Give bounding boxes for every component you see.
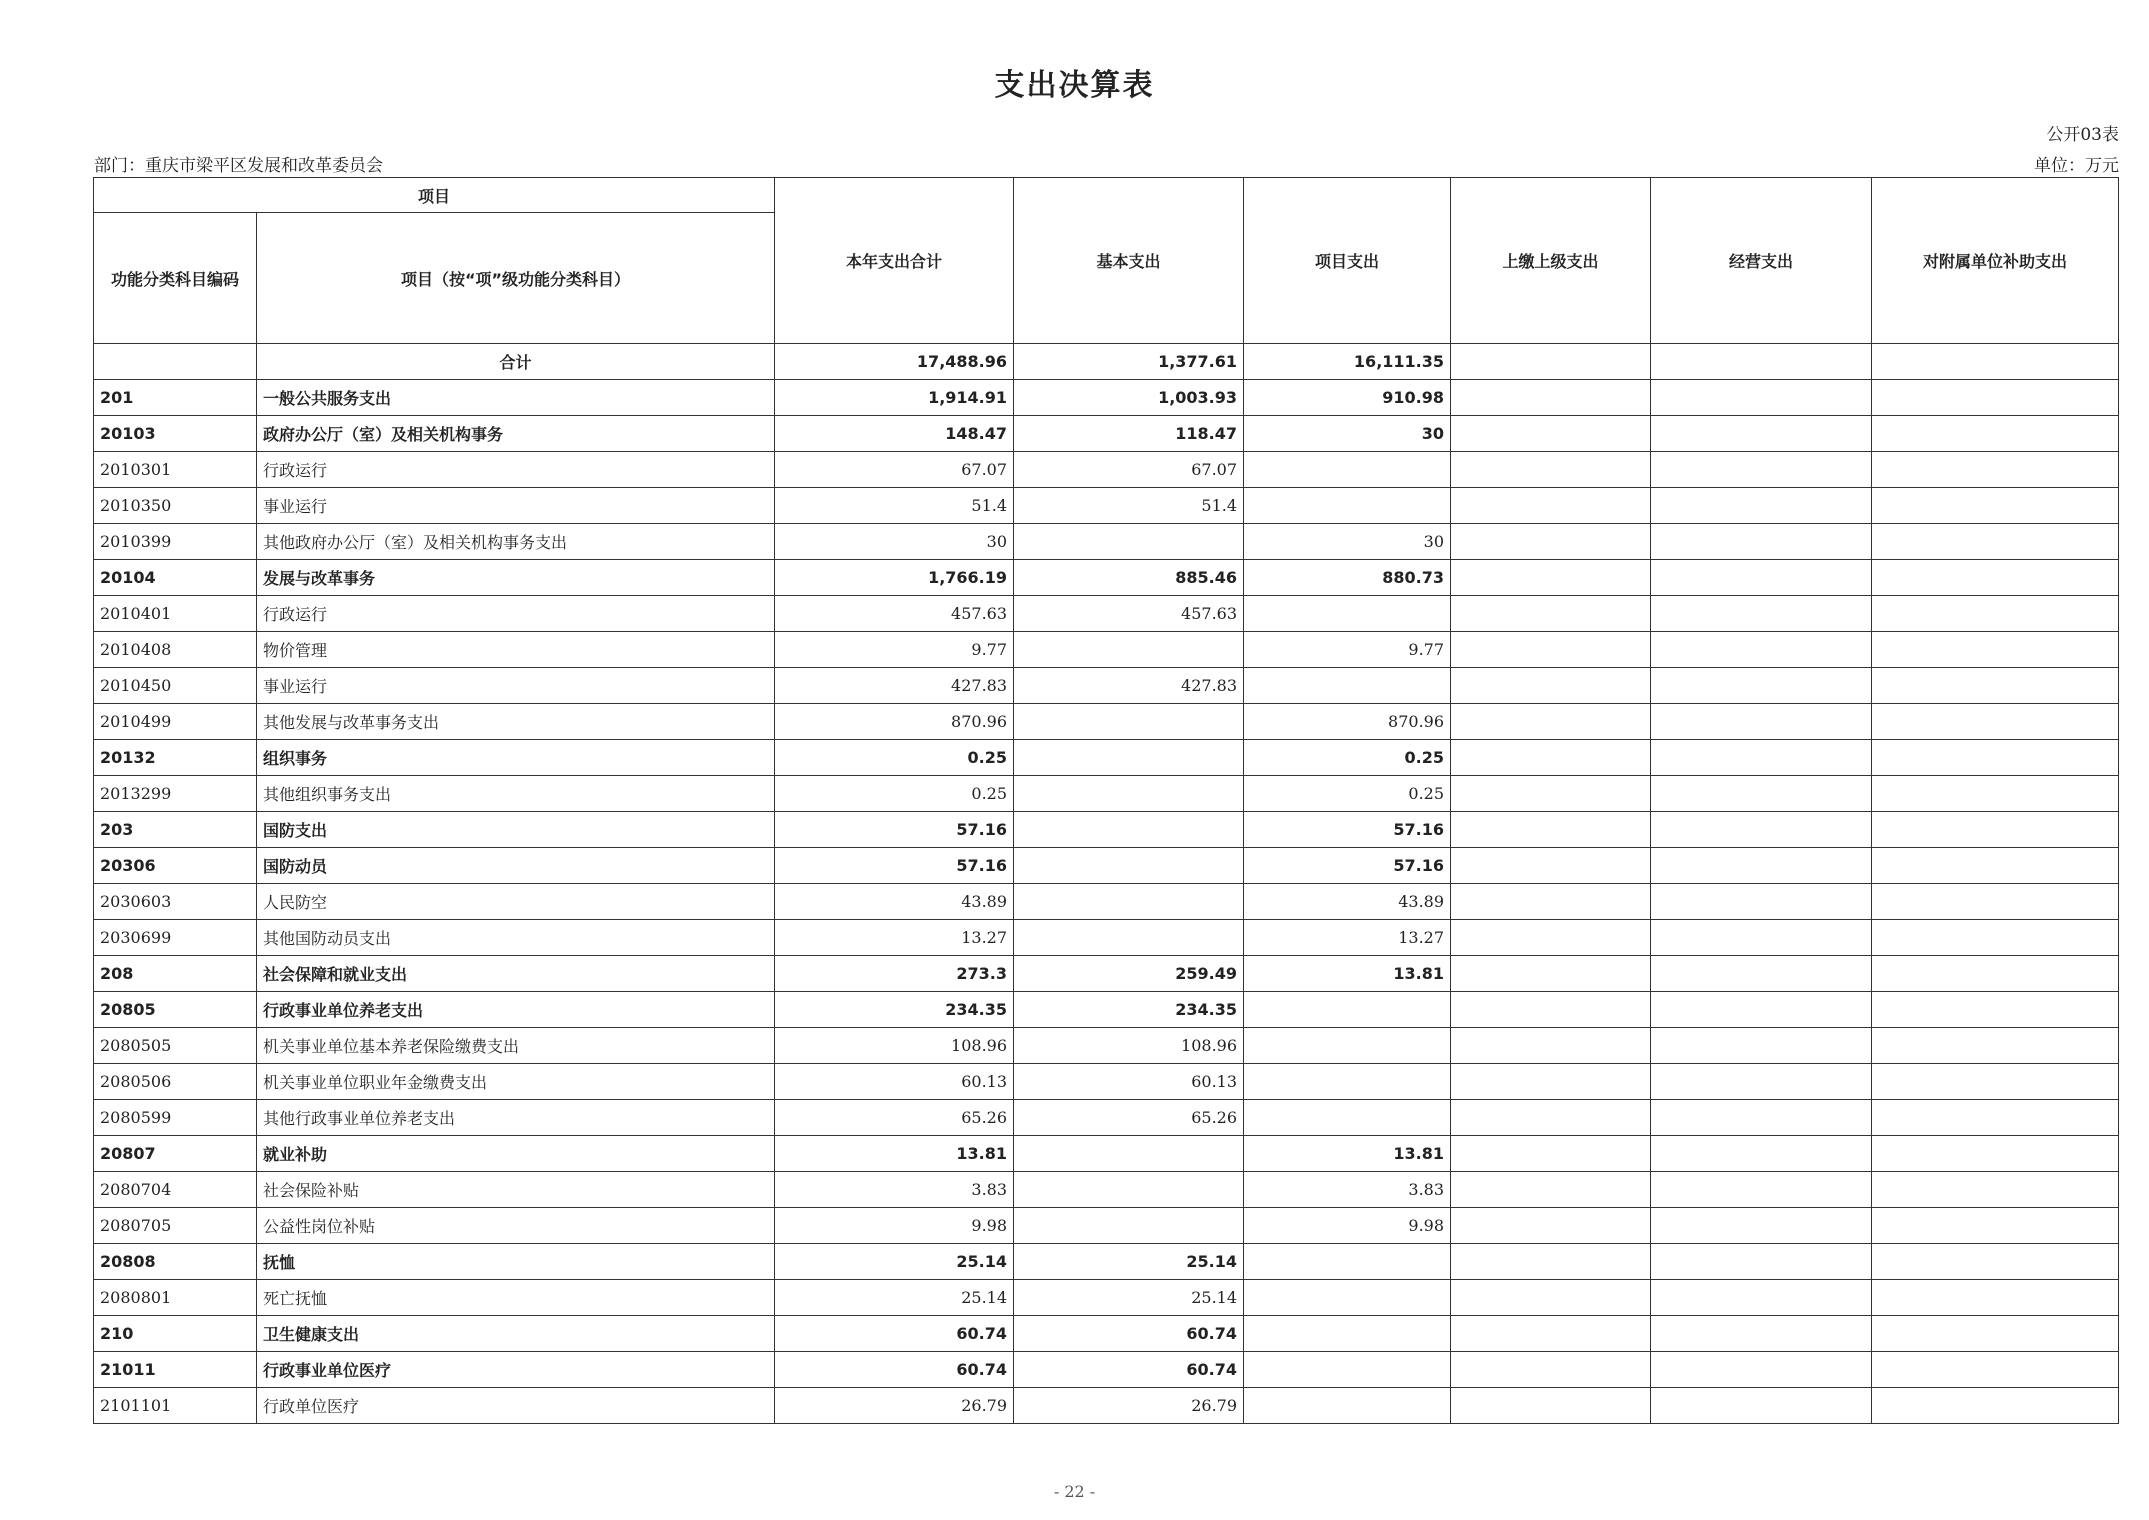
header-total: 本年支出合计 — [775, 178, 1014, 344]
cell-name: 行政运行 — [257, 452, 775, 488]
cell-project: 13.27 — [1244, 920, 1451, 956]
cell-total: 9.77 — [775, 632, 1014, 668]
cell-name: 抚恤 — [257, 1244, 775, 1280]
cell-project: 870.96 — [1244, 704, 1451, 740]
cell-subsidy — [1872, 1352, 2119, 1388]
cell-basic: 108.96 — [1014, 1028, 1244, 1064]
cell-business — [1651, 1388, 1872, 1424]
cell-subsidy — [1872, 704, 2119, 740]
cell-basic — [1014, 776, 1244, 812]
cell-basic — [1014, 812, 1244, 848]
cell-project: 13.81 — [1244, 1136, 1451, 1172]
cell-upper — [1451, 1028, 1651, 1064]
cell-basic: 60.74 — [1014, 1316, 1244, 1352]
cell-subsidy — [1872, 1316, 2119, 1352]
header-basic: 基本支出 — [1014, 178, 1244, 344]
cell-subsidy — [1872, 524, 2119, 560]
cell-business — [1651, 1352, 1872, 1388]
header-subsidy: 对附属单位补助支出 — [1872, 178, 2119, 344]
cell-basic: 457.63 — [1014, 596, 1244, 632]
cell-upper — [1451, 704, 1651, 740]
cell-upper — [1451, 812, 1651, 848]
cell-subsidy — [1872, 992, 2119, 1028]
cell-subsidy — [1872, 1100, 2119, 1136]
cell-subsidy — [1872, 1136, 2119, 1172]
table-row — [94, 1316, 2119, 1352]
cell-business — [1651, 560, 1872, 596]
cell-code: 2080505 — [94, 1028, 257, 1064]
cell-subsidy — [1872, 344, 2119, 380]
cell-code: 2010401 — [94, 596, 257, 632]
cell-code: 2080704 — [94, 1172, 257, 1208]
table-row — [94, 416, 2119, 452]
cell-business — [1651, 1316, 1872, 1352]
cell-project — [1244, 1316, 1451, 1352]
cell-subsidy — [1872, 1028, 2119, 1064]
cell-business — [1651, 1136, 1872, 1172]
cell-total: 427.83 — [775, 668, 1014, 704]
cell-project — [1244, 596, 1451, 632]
cell-upper — [1451, 524, 1651, 560]
cell-business — [1651, 668, 1872, 704]
cell-project — [1244, 1352, 1451, 1388]
cell-code: 20306 — [94, 848, 257, 884]
cell-code: 2080506 — [94, 1064, 257, 1100]
cell-basic: 1,377.61 — [1014, 344, 1244, 380]
cell-basic: 427.83 — [1014, 668, 1244, 704]
cell-code — [94, 344, 257, 380]
cell-upper — [1451, 1064, 1651, 1100]
cell-subsidy — [1872, 380, 2119, 416]
cell-code: 2030603 — [94, 884, 257, 920]
cell-code: 208 — [94, 956, 257, 992]
cell-total: 273.3 — [775, 956, 1014, 992]
cell-upper — [1451, 1100, 1651, 1136]
header-project-group: 项目 — [94, 178, 775, 213]
cell-name: 机关事业单位职业年金缴费支出 — [257, 1064, 775, 1100]
table-row — [94, 560, 2119, 596]
cell-subsidy — [1872, 596, 2119, 632]
cell-subsidy — [1872, 884, 2119, 920]
page-title: 支出决算表 — [994, 68, 1155, 103]
cell-basic — [1014, 740, 1244, 776]
cell-business — [1651, 632, 1872, 668]
cell-subsidy — [1872, 920, 2119, 956]
cell-name: 就业补助 — [257, 1136, 775, 1172]
cell-subsidy — [1872, 740, 2119, 776]
cell-code: 20132 — [94, 740, 257, 776]
table-row — [94, 920, 2119, 956]
cell-business — [1651, 704, 1872, 740]
cell-subsidy — [1872, 488, 2119, 524]
table-row — [94, 956, 2119, 992]
cell-project — [1244, 1388, 1451, 1424]
cell-name: 行政事业单位养老支出 — [257, 992, 775, 1028]
cell-basic — [1014, 920, 1244, 956]
table-row — [94, 1172, 2119, 1208]
cell-upper — [1451, 776, 1651, 812]
cell-subsidy — [1872, 1064, 2119, 1100]
cell-name: 合计 — [257, 344, 775, 380]
cell-total: 9.98 — [775, 1208, 1014, 1244]
cell-project — [1244, 1280, 1451, 1316]
cell-total: 0.25 — [775, 740, 1014, 776]
cell-upper — [1451, 380, 1651, 416]
cell-basic — [1014, 1136, 1244, 1172]
cell-name: 行政运行 — [257, 596, 775, 632]
cell-basic — [1014, 848, 1244, 884]
cell-basic: 234.35 — [1014, 992, 1244, 1028]
cell-total: 457.63 — [775, 596, 1014, 632]
cell-code: 20808 — [94, 1244, 257, 1280]
cell-code: 2010301 — [94, 452, 257, 488]
table-row — [94, 740, 2119, 776]
table-row — [94, 632, 2119, 668]
cell-code: 2010408 — [94, 632, 257, 668]
cell-business — [1651, 1244, 1872, 1280]
table-row — [94, 992, 2119, 1028]
cell-name: 发展与改革事务 — [257, 560, 775, 596]
cell-business — [1651, 1208, 1872, 1244]
cell-name: 死亡抚恤 — [257, 1280, 775, 1316]
table-row — [94, 1280, 2119, 1316]
cell-business — [1651, 1100, 1872, 1136]
cell-project: 16,111.35 — [1244, 344, 1451, 380]
cell-upper — [1451, 596, 1651, 632]
cell-basic: 67.07 — [1014, 452, 1244, 488]
cell-name: 公益性岗位补贴 — [257, 1208, 775, 1244]
cell-upper — [1451, 560, 1651, 596]
cell-code: 2101101 — [94, 1388, 257, 1424]
cell-project: 57.16 — [1244, 812, 1451, 848]
cell-name: 物价管理 — [257, 632, 775, 668]
cell-project — [1244, 1244, 1451, 1280]
cell-total: 65.26 — [775, 1100, 1014, 1136]
page-number: - 22 - — [1053, 1482, 1096, 1501]
cell-business — [1651, 992, 1872, 1028]
cell-project: 43.89 — [1244, 884, 1451, 920]
cell-name: 社会保障和就业支出 — [257, 956, 775, 992]
cell-business — [1651, 380, 1872, 416]
cell-basic: 65.26 — [1014, 1100, 1244, 1136]
cell-name: 其他组织事务支出 — [257, 776, 775, 812]
cell-subsidy — [1872, 416, 2119, 452]
cell-business — [1651, 1172, 1872, 1208]
cell-total: 108.96 — [775, 1028, 1014, 1064]
table-row — [94, 776, 2119, 812]
cell-code: 210 — [94, 1316, 257, 1352]
cell-business — [1651, 452, 1872, 488]
cell-basic: 60.13 — [1014, 1064, 1244, 1100]
table-row — [94, 848, 2119, 884]
cell-subsidy — [1872, 668, 2119, 704]
cell-business — [1651, 1280, 1872, 1316]
cell-total: 1,766.19 — [775, 560, 1014, 596]
table-row — [94, 380, 2119, 416]
cell-subsidy — [1872, 776, 2119, 812]
cell-basic: 1,003.93 — [1014, 380, 1244, 416]
cell-project: 30 — [1244, 416, 1451, 452]
cell-subsidy — [1872, 812, 2119, 848]
cell-code: 2010399 — [94, 524, 257, 560]
cell-project: 0.25 — [1244, 740, 1451, 776]
cell-total: 13.81 — [775, 1136, 1014, 1172]
cell-total: 1,914.91 — [775, 380, 1014, 416]
cell-basic: 25.14 — [1014, 1280, 1244, 1316]
cell-upper — [1451, 1352, 1651, 1388]
cell-name: 国防支出 — [257, 812, 775, 848]
cell-subsidy — [1872, 632, 2119, 668]
cell-name: 组织事务 — [257, 740, 775, 776]
cell-total: 26.79 — [775, 1388, 1014, 1424]
cell-business — [1651, 740, 1872, 776]
table-row — [94, 452, 2119, 488]
cell-name: 其他政府办公厅（室）及相关机构事务支出 — [257, 524, 775, 560]
cell-basic: 885.46 — [1014, 560, 1244, 596]
cell-subsidy — [1872, 956, 2119, 992]
cell-total: 17,488.96 — [775, 344, 1014, 380]
cell-business — [1651, 920, 1872, 956]
cell-business — [1651, 488, 1872, 524]
cell-code: 20104 — [94, 560, 257, 596]
cell-name: 事业运行 — [257, 488, 775, 524]
cell-total: 0.25 — [775, 776, 1014, 812]
cell-total: 67.07 — [775, 452, 1014, 488]
cell-code: 2030699 — [94, 920, 257, 956]
cell-total: 57.16 — [775, 812, 1014, 848]
table-row — [94, 596, 2119, 632]
table-row — [94, 812, 2119, 848]
cell-basic — [1014, 632, 1244, 668]
cell-upper — [1451, 848, 1651, 884]
cell-upper — [1451, 992, 1651, 1028]
cell-upper — [1451, 956, 1651, 992]
cell-upper — [1451, 1280, 1651, 1316]
cell-business — [1651, 1028, 1872, 1064]
cell-total: 51.4 — [775, 488, 1014, 524]
cell-total: 60.74 — [775, 1316, 1014, 1352]
header-code: 功能分类科目编码 — [94, 213, 257, 344]
cell-project: 57.16 — [1244, 848, 1451, 884]
cell-code: 2010450 — [94, 668, 257, 704]
cell-name: 其他国防动员支出 — [257, 920, 775, 956]
cell-code: 2010499 — [94, 704, 257, 740]
cell-business — [1651, 416, 1872, 452]
cell-project: 0.25 — [1244, 776, 1451, 812]
cell-business — [1651, 524, 1872, 560]
cell-name: 社会保险补贴 — [257, 1172, 775, 1208]
cell-project — [1244, 1064, 1451, 1100]
cell-upper — [1451, 884, 1651, 920]
cell-business — [1651, 848, 1872, 884]
form-number: 公开03表 — [2046, 125, 2119, 145]
cell-total: 60.74 — [775, 1352, 1014, 1388]
cell-total: 870.96 — [775, 704, 1014, 740]
cell-basic — [1014, 524, 1244, 560]
expenditure-table — [93, 177, 2119, 1424]
cell-code: 203 — [94, 812, 257, 848]
cell-name: 机关事业单位基本养老保险缴费支出 — [257, 1028, 775, 1064]
table-row — [94, 1028, 2119, 1064]
cell-business — [1651, 596, 1872, 632]
cell-upper — [1451, 668, 1651, 704]
cell-upper — [1451, 920, 1651, 956]
cell-project — [1244, 668, 1451, 704]
cell-basic: 51.4 — [1014, 488, 1244, 524]
cell-total: 25.14 — [775, 1280, 1014, 1316]
cell-name: 人民防空 — [257, 884, 775, 920]
cell-total: 43.89 — [775, 884, 1014, 920]
cell-upper — [1451, 452, 1651, 488]
cell-subsidy — [1872, 452, 2119, 488]
cell-project — [1244, 992, 1451, 1028]
cell-subsidy — [1872, 1172, 2119, 1208]
cell-total: 148.47 — [775, 416, 1014, 452]
cell-name: 其他行政事业单位养老支出 — [257, 1100, 775, 1136]
cell-name: 卫生健康支出 — [257, 1316, 775, 1352]
cell-name: 事业运行 — [257, 668, 775, 704]
cell-code: 21011 — [94, 1352, 257, 1388]
table-row — [94, 704, 2119, 740]
header-name: 项目（按“项”级功能分类科目） — [257, 213, 775, 344]
header-upper: 上缴上级支出 — [1451, 178, 1651, 344]
cell-subsidy — [1872, 1244, 2119, 1280]
cell-total: 234.35 — [775, 992, 1014, 1028]
header-business: 经营支出 — [1651, 178, 1872, 344]
cell-code: 20807 — [94, 1136, 257, 1172]
cell-code: 2080801 — [94, 1280, 257, 1316]
cell-project — [1244, 1028, 1451, 1064]
cell-name: 其他发展与改革事务支出 — [257, 704, 775, 740]
cell-business — [1651, 884, 1872, 920]
table-row — [94, 1352, 2119, 1388]
table-row — [94, 1244, 2119, 1280]
cell-subsidy — [1872, 1208, 2119, 1244]
cell-basic: 26.79 — [1014, 1388, 1244, 1424]
table-row — [94, 1136, 2119, 1172]
cell-project: 3.83 — [1244, 1172, 1451, 1208]
cell-basic — [1014, 1172, 1244, 1208]
cell-total: 13.27 — [775, 920, 1014, 956]
cell-business — [1651, 812, 1872, 848]
cell-upper — [1451, 416, 1651, 452]
cell-business — [1651, 1064, 1872, 1100]
cell-name: 政府办公厅（室）及相关机构事务 — [257, 416, 775, 452]
cell-project: 30 — [1244, 524, 1451, 560]
cell-basic — [1014, 884, 1244, 920]
cell-upper — [1451, 1172, 1651, 1208]
table-row — [94, 1100, 2119, 1136]
cell-business — [1651, 776, 1872, 812]
cell-upper — [1451, 740, 1651, 776]
cell-name: 行政单位医疗 — [257, 1388, 775, 1424]
cell-subsidy — [1872, 1280, 2119, 1316]
table-row — [94, 884, 2119, 920]
cell-basic: 25.14 — [1014, 1244, 1244, 1280]
cell-basic — [1014, 704, 1244, 740]
cell-basic — [1014, 1208, 1244, 1244]
table-row — [94, 524, 2119, 560]
cell-name: 一般公共服务支出 — [257, 380, 775, 416]
cell-total: 30 — [775, 524, 1014, 560]
cell-subsidy — [1872, 560, 2119, 596]
cell-project: 880.73 — [1244, 560, 1451, 596]
cell-total: 3.83 — [775, 1172, 1014, 1208]
cell-upper — [1451, 1136, 1651, 1172]
cell-name: 行政事业单位医疗 — [257, 1352, 775, 1388]
cell-name: 国防动员 — [257, 848, 775, 884]
cell-upper — [1451, 344, 1651, 380]
cell-subsidy — [1872, 848, 2119, 884]
cell-total: 57.16 — [775, 848, 1014, 884]
cell-upper — [1451, 1208, 1651, 1244]
department-label: 部门：重庆市梁平区发展和改革委员会 — [94, 156, 383, 176]
cell-project — [1244, 1100, 1451, 1136]
cell-upper — [1451, 1244, 1651, 1280]
cell-code: 201 — [94, 380, 257, 416]
cell-code: 2013299 — [94, 776, 257, 812]
cell-project: 910.98 — [1244, 380, 1451, 416]
cell-project — [1244, 452, 1451, 488]
cell-code: 2080599 — [94, 1100, 257, 1136]
table-row — [94, 668, 2119, 704]
cell-subsidy — [1872, 1388, 2119, 1424]
unit-label: 单位：万元 — [2034, 156, 2119, 176]
cell-upper — [1451, 632, 1651, 668]
table-row — [94, 344, 2119, 380]
table-row — [94, 488, 2119, 524]
cell-total: 60.13 — [775, 1064, 1014, 1100]
table-body — [94, 344, 2119, 1424]
table-row — [94, 1388, 2119, 1424]
table-row — [94, 1064, 2119, 1100]
cell-code: 2080705 — [94, 1208, 257, 1244]
cell-code: 2010350 — [94, 488, 257, 524]
cell-business — [1651, 344, 1872, 380]
cell-business — [1651, 956, 1872, 992]
cell-code: 20805 — [94, 992, 257, 1028]
cell-code: 20103 — [94, 416, 257, 452]
cell-project: 9.77 — [1244, 632, 1451, 668]
cell-total: 25.14 — [775, 1244, 1014, 1280]
cell-upper — [1451, 488, 1651, 524]
table-row — [94, 1208, 2119, 1244]
header-project: 项目支出 — [1244, 178, 1451, 344]
cell-basic: 118.47 — [1014, 416, 1244, 452]
cell-project: 13.81 — [1244, 956, 1451, 992]
cell-project: 9.98 — [1244, 1208, 1451, 1244]
cell-basic: 60.74 — [1014, 1352, 1244, 1388]
cell-upper — [1451, 1388, 1651, 1424]
cell-project — [1244, 488, 1451, 524]
cell-upper — [1451, 1316, 1651, 1352]
cell-basic: 259.49 — [1014, 956, 1244, 992]
